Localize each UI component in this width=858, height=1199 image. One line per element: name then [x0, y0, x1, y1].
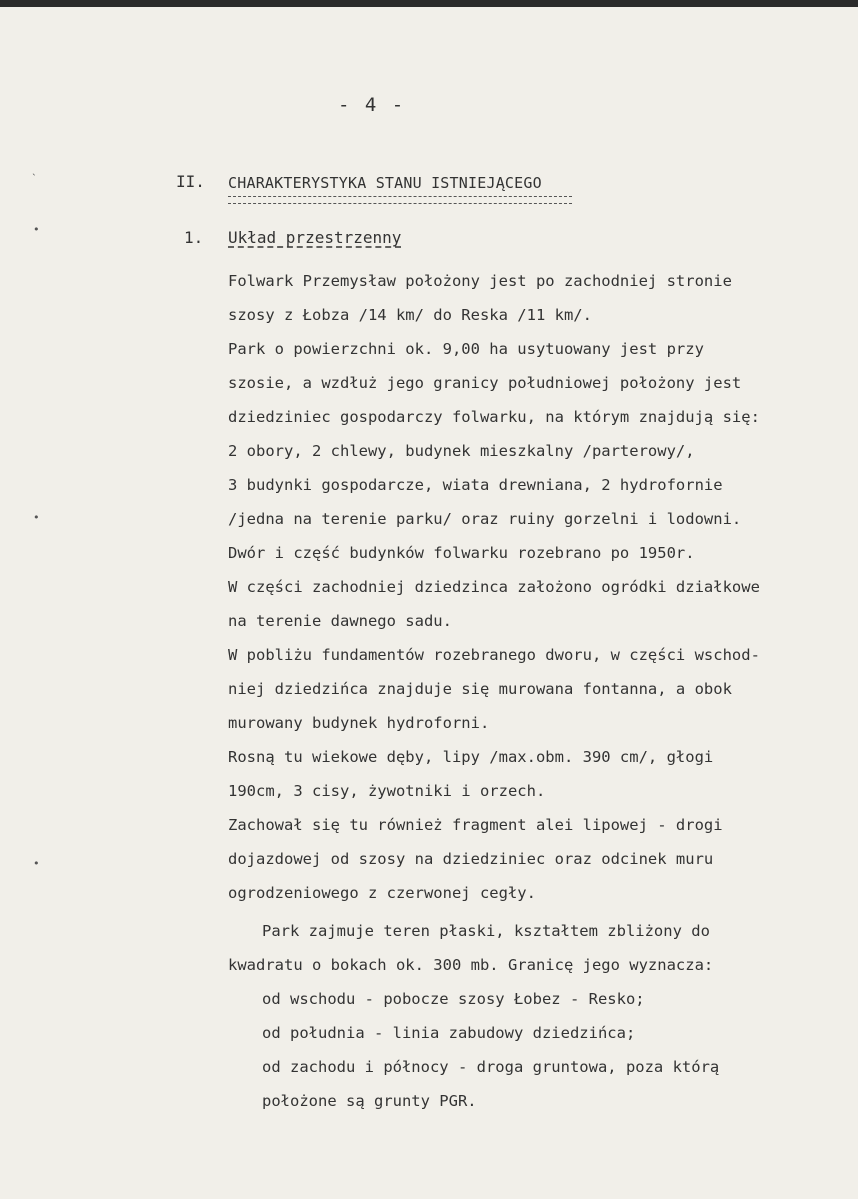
text-line: dojazdowej od szosy na dziedziniec oraz odcinek muru	[228, 850, 714, 868]
scan-speck: •	[33, 511, 40, 524]
section-title-underline	[228, 196, 572, 204]
text-line: 2 obory, 2 chlewy, budynek mieszkalny /parterowy/,	[228, 442, 695, 460]
section-title: CHARAKTERYSTYKA STANU ISTNIEJĄCEGO	[228, 174, 542, 192]
scan-top-edge	[0, 0, 858, 7]
scan-speck: •	[33, 857, 40, 870]
scan-speck: •	[33, 223, 40, 236]
scan-speck: ˴	[32, 167, 39, 180]
page-number: - 4 -	[338, 94, 406, 116]
subsection-title: Układ przestrzenny	[228, 228, 402, 247]
text-line: położone są grunty PGR.	[262, 1092, 477, 1110]
text-line: dziedziniec gospodarczy folwarku, na którym znajdują się:	[228, 408, 760, 426]
text-line: Park o powierzchni ok. 9,00 ha usytuowany jest przy	[228, 340, 704, 358]
text-line: /jedna na terenie parku/ oraz ruiny gorzelni i lodowni.	[228, 510, 742, 528]
text-line: 3 budynki gospodarcze, wiata drewniana, 2 hydrofornie	[228, 476, 723, 494]
text-line: Dwór i część budynków folwarku rozebrano po 1950r.	[228, 544, 695, 562]
text-line: niej dziedzińca znajduje się murowana fontanna, a obok	[228, 680, 732, 698]
text-line: Zachował się tu również fragment alei lipowej - drogi	[228, 816, 723, 834]
text-line: kwadratu o bokach ok. 300 mb. Granicę jego wyznacza:	[228, 956, 714, 974]
text-line: szosie, a wzdłuż jego granicy południowej położony jest	[228, 374, 742, 392]
text-line: W pobliżu fundamentów rozebranego dworu, w części wschod-	[228, 646, 760, 664]
text-line: od południa - linia zabudowy dziedzińca;	[262, 1024, 636, 1042]
subsection-number: 1.	[184, 228, 204, 247]
text-line: 190cm, 3 cisy, żywotniki i orzech.	[228, 782, 546, 800]
text-line: murowany budynek hydroforni.	[228, 714, 490, 732]
text-line: od wschodu - pobocze szosy Łobez - Resko;	[262, 990, 645, 1008]
text-line: W części zachodniej dziedzinca założono ogródki działkowe	[228, 578, 760, 596]
text-line: od zachodu i północy - droga gruntowa, poza którą	[262, 1058, 720, 1076]
text-line: Rosną tu wiekowe dęby, lipy /max.obm. 390 cm/, głogi	[228, 748, 714, 766]
section-number: II.	[176, 172, 205, 191]
text-line: Folwark Przemysław położony jest po zachodniej stronie	[228, 272, 732, 290]
text-line: na terenie dawnego sadu.	[228, 612, 452, 630]
text-line: szosy z Łobza /14 km/ do Reska /11 km/.	[228, 306, 592, 324]
text-line: ogrodzeniowego z czerwonej cegły.	[228, 884, 536, 902]
text-line: Park zajmuje teren płaski, kształtem zbliżony do	[262, 922, 710, 940]
